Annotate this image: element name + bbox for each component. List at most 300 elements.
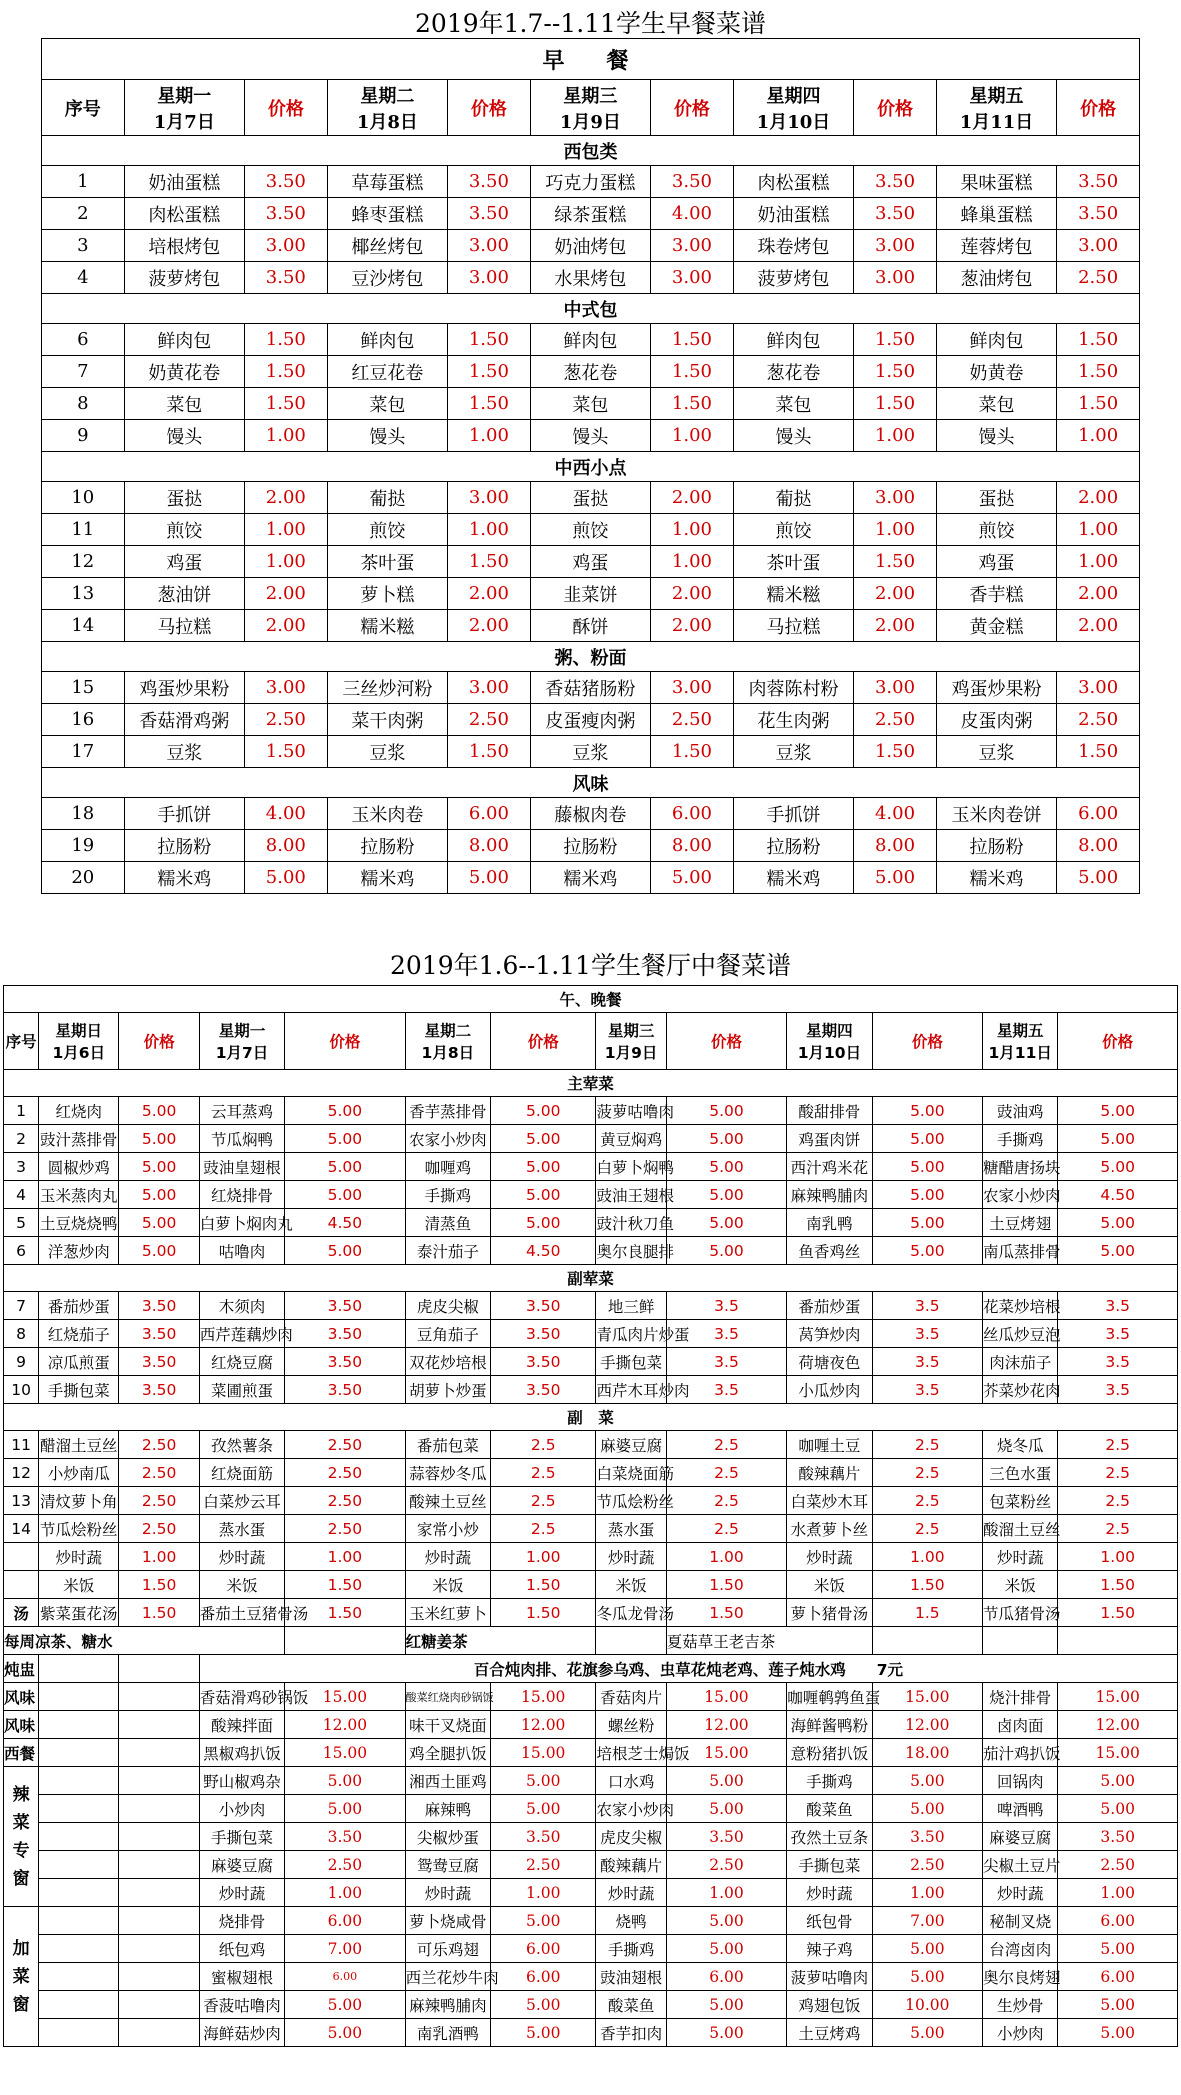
dish-price: 15.00 [491, 1683, 596, 1711]
dish-name: 家常小炒 [405, 1515, 490, 1543]
dish-name: 菜包 [327, 388, 447, 420]
dish-name: 馒头 [124, 420, 244, 452]
dish-name: 巧克力蛋糕 [530, 166, 650, 198]
header-row [4, 1013, 1178, 1070]
blank-cell [872, 1627, 982, 1655]
dish-price: 2.5 [872, 1431, 982, 1459]
day-header [787, 1013, 872, 1070]
dish-name: 糯米鸡 [733, 862, 853, 894]
section-heading: 粥、粉面 [42, 642, 1140, 672]
dish-name: 香芋扣肉 [596, 2019, 666, 2047]
dish-price: 1.50 [651, 356, 734, 388]
dish-name: 煎饺 [936, 514, 1056, 546]
dish-price: 1.50 [119, 1599, 199, 1627]
dish-name: 辣子鸡 [787, 1935, 872, 1963]
row-number: 6 [4, 1237, 39, 1265]
day-header [405, 1013, 490, 1070]
table-row [42, 610, 1140, 642]
row-number: 汤 [4, 1599, 39, 1627]
dish-price: 3.00 [854, 262, 937, 294]
dish-price: 1.5 [872, 1599, 982, 1627]
dish-name: 鸡全腿扒饭 [405, 1739, 490, 1767]
price-header: 价格 [872, 1013, 982, 1070]
row-number [4, 1543, 39, 1571]
table-row [42, 514, 1140, 546]
dish-name: 三丝炒河粉 [327, 672, 447, 704]
dish-price: 2.50 [245, 704, 328, 736]
table-row [42, 830, 1140, 862]
dish-name: 包菜粉丝 [983, 1487, 1058, 1515]
dish-name: 煎饺 [733, 514, 853, 546]
dish-name: 紫菜蛋花汤 [39, 1599, 119, 1627]
table-row [4, 1320, 1178, 1348]
dish-name: 意粉猪扒饭 [787, 1739, 872, 1767]
table-row [4, 1181, 1178, 1209]
dish-price: 1.00 [1057, 514, 1140, 546]
dish-name: 鸡蛋炒果粉 [936, 672, 1056, 704]
blank-cell [39, 1655, 119, 1683]
dish-price: 1.00 [651, 514, 734, 546]
dish-name: 菜包 [733, 388, 853, 420]
dish-price: 5.00 [666, 1125, 787, 1153]
dish-price: 3.50 [119, 1292, 199, 1320]
date-label: 1月6日 [52, 1044, 106, 1062]
dish-price: 3.00 [854, 482, 937, 514]
dish-name: 豉汁蒸排骨 [39, 1125, 119, 1153]
table-row [4, 1487, 1178, 1515]
dish-name: 酸辣藕片 [596, 1851, 666, 1879]
dish-name: 蛋挞 [530, 482, 650, 514]
dish-name: 萝卜猪骨汤 [787, 1599, 872, 1627]
row-number: 17 [42, 736, 125, 768]
table-row [42, 230, 1140, 262]
dish-name: 咖喱土豆 [787, 1431, 872, 1459]
dish-name: 凉瓜煎蛋 [39, 1348, 119, 1376]
meal-row [42, 39, 1140, 80]
dish-name: 菜包 [124, 388, 244, 420]
extra-row [4, 1935, 1178, 1963]
dish-price: 2.50 [285, 1459, 406, 1487]
section-heading: 副 菜 [4, 1404, 1178, 1431]
dish-price: 1.50 [285, 1571, 406, 1599]
dish-name: 糯米糍 [733, 578, 853, 610]
dish-price: 5.00 [119, 1125, 199, 1153]
dish-name: 水煮萝卜丝 [787, 1515, 872, 1543]
dish-price: 5.00 [651, 862, 734, 894]
dish-price: 2.5 [1058, 1515, 1178, 1543]
dish-name: 煎饺 [124, 514, 244, 546]
row-number: 10 [42, 482, 125, 514]
dish-name: 蛋挞 [936, 482, 1056, 514]
dish-name: 藤椒肉卷 [530, 798, 650, 830]
dish-price: 1.50 [651, 388, 734, 420]
dish-name: 黄豆焖鸡 [596, 1125, 666, 1153]
price-header: 价格 [245, 80, 328, 136]
dish-price: 3.00 [245, 230, 328, 262]
extra-row [4, 1963, 1178, 1991]
dish-price: 5.00 [666, 1153, 787, 1181]
dish-name: 手撕包菜 [787, 1851, 872, 1879]
dish-name: 土豆烤鸡 [787, 2019, 872, 2047]
dish-name: 糯米鸡 [327, 862, 447, 894]
dish-name: 手抓饼 [124, 798, 244, 830]
dish-name: 酸溜土豆丝 [983, 1515, 1058, 1543]
dish-name: 菜干肉粥 [327, 704, 447, 736]
dish-name: 节瓜烩粉丝 [596, 1487, 666, 1515]
blank-cell [1058, 1627, 1178, 1655]
dish-name: 香菇猪肠粉 [530, 672, 650, 704]
dish-price: 5.00 [245, 862, 328, 894]
dish-name: 白菜炒云耳 [199, 1487, 284, 1515]
dish-name: 鲜肉包 [936, 324, 1056, 356]
dish-name: 白菜烧面筋 [596, 1459, 666, 1487]
dish-price: 1.50 [491, 1571, 596, 1599]
dish-name: 豉汁秋刀鱼 [596, 1209, 666, 1237]
dish-price: 5.00 [1057, 862, 1140, 894]
dish-name: 台湾卤肉 [983, 1935, 1058, 1963]
dish-price: 3.50 [666, 1823, 787, 1851]
dish-name: 菜包 [530, 388, 650, 420]
dish-name: 手撕鸡 [983, 1125, 1058, 1153]
dish-price: 3.50 [491, 1376, 596, 1404]
dish-name: 珠卷烤包 [733, 230, 853, 262]
dish-price: 1.00 [285, 1879, 406, 1907]
dish-price: 2.5 [666, 1431, 787, 1459]
dish-price: 5.00 [1058, 1991, 1178, 2019]
dish-price: 1.50 [651, 736, 734, 768]
row-number: 19 [42, 830, 125, 862]
dish-price: 1.00 [651, 420, 734, 452]
dish-price: 1.00 [245, 514, 328, 546]
dish-price: 5.00 [872, 1181, 982, 1209]
dish-price: 3.5 [872, 1348, 982, 1376]
dish-name: 双花炒培根 [405, 1348, 490, 1376]
dish-name: 土豆烤翅 [983, 1209, 1058, 1237]
dish-price: 12.00 [666, 1711, 787, 1739]
dish-price: 5.00 [285, 1237, 406, 1265]
weekday-label: 星期一 [218, 1022, 266, 1040]
dish-price: 1.50 [245, 736, 328, 768]
dish-name: 豆角茄子 [405, 1320, 490, 1348]
dish-price: 5.00 [1058, 1935, 1178, 1963]
dish-price: 15.00 [1058, 1683, 1178, 1711]
dish-price: 2.5 [491, 1459, 596, 1487]
dish-price: 1.00 [651, 546, 734, 578]
row-number: 20 [42, 862, 125, 894]
dish-name: 培根烤包 [124, 230, 244, 262]
row-number: 12 [42, 546, 125, 578]
dish-name: 地三鲜 [596, 1292, 666, 1320]
dish-price: 1.50 [448, 324, 531, 356]
dish-name: 小炒肉 [983, 2019, 1058, 2047]
weekday-label: 星期三 [607, 1022, 655, 1040]
dish-price: 2.50 [854, 704, 937, 736]
dish-name: 皮蛋瘦肉粥 [530, 704, 650, 736]
dish-price: 2.50 [285, 1487, 406, 1515]
table-row [42, 166, 1140, 198]
category-label: 西餐 [4, 1739, 39, 1767]
blank-cell [119, 1991, 199, 2019]
dish-name: 蜂枣蛋糕 [327, 198, 447, 230]
dish-price: 3.50 [872, 1823, 982, 1851]
dish-name: 纸包鸡 [199, 1935, 284, 1963]
dish-price: 15.00 [1058, 1739, 1178, 1767]
blank-cell [39, 1991, 119, 2019]
dish-price: 8.00 [448, 830, 531, 862]
dish-name: 香菠咕噜肉 [199, 1991, 284, 2019]
dish-price: 2.50 [119, 1515, 199, 1543]
dish-name: 手撕包菜 [199, 1823, 284, 1851]
dish-name: 海鲜菇炒肉 [199, 2019, 284, 2047]
dish-name: 肉蓉陈村粉 [733, 672, 853, 704]
table-row [42, 356, 1140, 388]
dish-price: 2.5 [666, 1459, 787, 1487]
dish-price: 3.50 [245, 166, 328, 198]
table-row [4, 1543, 1178, 1571]
weekday-label: 星期日 [55, 1022, 103, 1040]
date-label: 1月11日 [959, 111, 1034, 133]
blank-cell [39, 1739, 119, 1767]
dish-price: 6.00 [1058, 1907, 1178, 1935]
dish-price: 6.00 [448, 798, 531, 830]
table-row [42, 862, 1140, 894]
dish-name: 鸡蛋 [124, 546, 244, 578]
section-row [42, 452, 1140, 482]
blank-cell [119, 2019, 199, 2047]
dish-name: 肉松蛋糕 [124, 198, 244, 230]
section-heading: 副荤菜 [4, 1265, 1178, 1292]
dish-price: 5.00 [666, 1767, 787, 1795]
row-number: 7 [4, 1292, 39, 1320]
dish-name: 菜圃煎蛋 [199, 1376, 284, 1404]
lunch-title: 2019年1.6--1.11学生餐厅中餐菜谱 [390, 951, 791, 980]
spicy-row [4, 1767, 1178, 1795]
dish-price: 2.00 [651, 610, 734, 642]
row-number: 11 [42, 514, 125, 546]
dish-price: 4.00 [651, 198, 734, 230]
dish-name: 番茄炒蛋 [787, 1292, 872, 1320]
dish-name: 炒时蔬 [405, 1879, 490, 1907]
tea-right: 夏菇草王老吉茶 [666, 1627, 872, 1655]
dish-price: 5.00 [119, 1153, 199, 1181]
dish-name: 奶黄卷 [936, 356, 1056, 388]
dish-name: 培根芝士焗饭 [596, 1739, 666, 1767]
dish-price: 1.50 [491, 1599, 596, 1627]
dish-price: 2.5 [1058, 1487, 1178, 1515]
dish-price: 2.00 [245, 610, 328, 642]
dish-price: 4.00 [854, 798, 937, 830]
dish-price: 3.50 [651, 166, 734, 198]
dish-name: 米饭 [983, 1571, 1058, 1599]
dish-price: 1.00 [666, 1879, 787, 1907]
dish-price: 5.00 [285, 1991, 406, 2019]
weekday-label: 星期五 [996, 1022, 1044, 1040]
dish-price: 1.50 [854, 356, 937, 388]
table-row [4, 1515, 1178, 1543]
dish-price: 2.00 [651, 578, 734, 610]
dish-price: 5.00 [872, 1097, 982, 1125]
dish-name: 绿茶蛋糕 [530, 198, 650, 230]
blank-cell [39, 2019, 119, 2047]
day-header [733, 80, 853, 136]
dish-name: 湘西土匪鸡 [405, 1767, 490, 1795]
dish-price: 5.00 [285, 2019, 406, 2047]
dish-name: 孜然土豆条 [787, 1823, 872, 1851]
tea-mid: 红糖姜茶 [405, 1627, 596, 1655]
dish-name: 酥饼 [530, 610, 650, 642]
dish-name: 手撕包菜 [596, 1348, 666, 1376]
blank-cell [119, 1767, 199, 1795]
row-number: 5 [4, 1209, 39, 1237]
spicy-row [4, 1795, 1178, 1823]
dish-price: 5.00 [872, 1125, 982, 1153]
blank-cell [39, 1963, 119, 1991]
dish-price: 3.50 [119, 1320, 199, 1348]
dish-name: 蒸水蛋 [596, 1515, 666, 1543]
dish-price: 3.5 [872, 1376, 982, 1404]
dish-price: 2.00 [1057, 482, 1140, 514]
dish-name: 萝卜烧咸骨 [405, 1907, 490, 1935]
table-row [4, 1153, 1178, 1181]
dish-name: 麻辣鸭 [405, 1795, 490, 1823]
dish-price: 2.00 [448, 578, 531, 610]
dish-price: 5.00 [1058, 1795, 1178, 1823]
price-header: 价格 [1058, 1013, 1178, 1070]
dish-name: 酸辣拌面 [199, 1711, 284, 1739]
dish-name: 花菜炒培根 [983, 1292, 1058, 1320]
dish-name: 清蒸鱼 [405, 1209, 490, 1237]
dish-price: 5.00 [666, 1935, 787, 1963]
dish-name: 西汁鸡米花 [787, 1153, 872, 1181]
blank-cell [119, 1823, 199, 1851]
dish-name: 泰汁茄子 [405, 1237, 490, 1265]
dish-name: 莲蓉烤包 [936, 230, 1056, 262]
dish-price: 2.50 [119, 1459, 199, 1487]
dish-name: 馒头 [733, 420, 853, 452]
dish-price: 1.00 [448, 514, 531, 546]
dish-price: 5.00 [1058, 1237, 1178, 1265]
dish-price: 5.00 [1058, 2019, 1178, 2047]
dish-name: 玉米肉卷 [327, 798, 447, 830]
section-heading: 中西小点 [42, 452, 1140, 482]
row-number: 18 [42, 798, 125, 830]
flavor-row [4, 1739, 1178, 1767]
tea-label: 每周凉茶、糖水 [4, 1627, 285, 1655]
dish-name: 豆沙烤包 [327, 262, 447, 294]
date-label: 1月8日 [356, 111, 418, 133]
dish-name: 拉肠粉 [124, 830, 244, 862]
dish-price: 5.00 [285, 1125, 406, 1153]
seq-header: 序号 [42, 80, 125, 136]
dish-name: 豆浆 [327, 736, 447, 768]
dish-price: 6.00 [666, 1963, 787, 1991]
dish-price: 1.50 [854, 546, 937, 578]
blank-cell [39, 1879, 119, 1907]
dish-price: 3.50 [1057, 166, 1140, 198]
dish-price: 1.50 [854, 388, 937, 420]
dish-price: 5.00 [872, 2019, 982, 2047]
dish-price: 3.50 [491, 1823, 596, 1851]
dish-price: 3.50 [1057, 198, 1140, 230]
table-row [42, 736, 1140, 768]
dish-name: 咖喱鸡 [405, 1153, 490, 1181]
dish-price: 3.5 [1058, 1320, 1178, 1348]
dish-name: 皮蛋肉粥 [936, 704, 1056, 736]
dish-price: 2.5 [666, 1515, 787, 1543]
dish-name: 炒时蔬 [405, 1543, 490, 1571]
price-header: 价格 [854, 80, 937, 136]
dish-price: 3.50 [491, 1292, 596, 1320]
dish-name: 煎饺 [327, 514, 447, 546]
dish-name: 黄金糕 [936, 610, 1056, 642]
dish-name: 烧鸭 [596, 1907, 666, 1935]
extra-row [4, 1991, 1178, 2019]
dish-price: 18.00 [872, 1739, 982, 1767]
section-row [42, 642, 1140, 672]
dish-price: 6.00 [1057, 798, 1140, 830]
dish-price: 12.00 [1058, 1711, 1178, 1739]
dish-name: 果味蛋糕 [936, 166, 1056, 198]
dish-name: 糯米鸡 [530, 862, 650, 894]
blank-cell [119, 1851, 199, 1879]
date-label: 1月10日 [797, 1044, 862, 1062]
dish-price: 5.00 [491, 1795, 596, 1823]
dish-name: 圆椒炒鸡 [39, 1153, 119, 1181]
meal-row [4, 986, 1178, 1013]
extra-row [4, 2019, 1178, 2047]
dish-price: 5.00 [119, 1097, 199, 1125]
weekday-label: 星期二 [360, 85, 415, 107]
dish-name: 冬瓜龙骨汤 [596, 1599, 666, 1627]
dish-price: 3.5 [1058, 1376, 1178, 1404]
stew-label: 炖盅 [4, 1655, 39, 1683]
table-row [4, 1431, 1178, 1459]
row-number: 13 [42, 578, 125, 610]
dish-price: 3.00 [448, 672, 531, 704]
dish-price: 3.50 [854, 166, 937, 198]
dish-price: 2.5 [872, 1515, 982, 1543]
blank-cell [119, 1795, 199, 1823]
table-row [4, 1571, 1178, 1599]
dish-name: 番茄土豆猪骨汤 [199, 1599, 284, 1627]
dish-price: 15.00 [872, 1683, 982, 1711]
section-heading: 主荤菜 [4, 1070, 1178, 1097]
spicy-row [4, 1823, 1178, 1851]
dish-name: 奶黄花卷 [124, 356, 244, 388]
table-row [42, 388, 1140, 420]
dish-name: 小瓜炒肉 [787, 1376, 872, 1404]
dish-name: 奶油烤包 [530, 230, 650, 262]
dish-name: 虎皮尖椒 [596, 1823, 666, 1851]
table-row [42, 704, 1140, 736]
meal-heading: 早 餐 [42, 39, 1140, 80]
dish-price: 3.00 [1057, 672, 1140, 704]
blank-cell [119, 1655, 199, 1683]
dish-name: 奥尔良腿排 [596, 1237, 666, 1265]
dish-name: 玉米肉卷饼 [936, 798, 1056, 830]
dish-name: 炒时蔬 [199, 1543, 284, 1571]
dish-name: 南乳鸭 [787, 1209, 872, 1237]
date-label: 1月9日 [604, 1044, 658, 1062]
table-row [4, 1125, 1178, 1153]
dish-name: 鸳鸯豆腐 [405, 1851, 490, 1879]
dish-name: 白萝卜焖肉丸 [199, 1209, 284, 1237]
dish-price: 5.00 [491, 1181, 596, 1209]
dish-name: 节瓜焖鸭 [199, 1125, 284, 1153]
dish-name: 菠萝烤包 [733, 262, 853, 294]
dish-price: 8.00 [1057, 830, 1140, 862]
dish-name: 孜然薯条 [199, 1431, 284, 1459]
